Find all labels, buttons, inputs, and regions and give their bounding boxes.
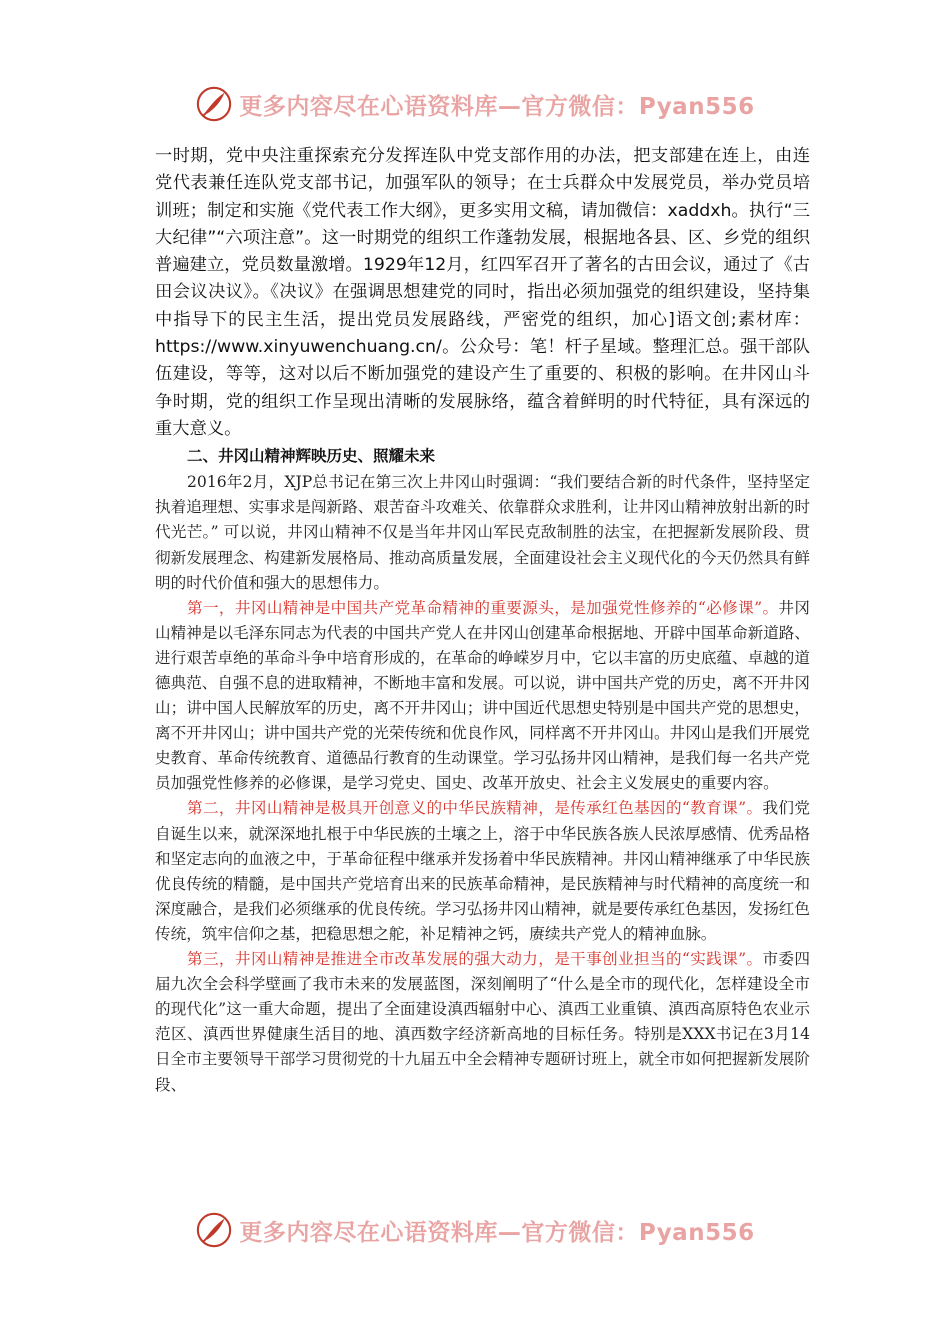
footer-banner-text: 更多内容尽在心语资料库—官方微信：Pyan556 bbox=[239, 1219, 755, 1246]
paragraph-third-body: 市委四届九次全会科学壁画了我市未来的发展蓝图，深刻阐明了“什么是全市的现代化，怎样建设全市的现代化”这一重大命题，提出了全面建设滇西辐射中心、滇西工业重镇、滇西高原特色农业示范区、滇西世界健康生活目的地、滇西数字经济新高地的目标任务。特别是XXX书记在3月14日全市主要领导干部学习贯彻党的十九届五中全会精神专题研讨班上，就全市如何把握新发展阶段、 bbox=[155, 950, 810, 1094]
paragraph-intro: 2016年2月，XJP总书记在第三次上井冈山时强调：“我们要结合新的时代条件，坚持坚定执着追理想、实事求是闯新路、艰苦奋斗攻难关、依靠群众求胜利，让井冈山精神放射出新的时代光芒。” 可以说，井冈山精神不仅是当年井冈山军民克敌制胜的法宝，在把握新发展阶段、贯彻新发展理念、构建新发展格局、推动高质量发展，全面建设社会主义现代化的今天仍然具有鲜明的时代价值和强大的思想伟力。 bbox=[155, 473, 810, 592]
article-body bbox=[155, 143, 810, 1098]
paragraph-second-lead: 第二，井冈山精神是极具开创意义的中华民族精神，是传承红色基因的“教育课”。 bbox=[187, 799, 763, 818]
paragraph-third bbox=[155, 947, 810, 1098]
quill-pen-logo bbox=[195, 1211, 233, 1249]
header-banner-text: 更多内容尽在心语资料库—官方微信：Pyan556 bbox=[239, 93, 755, 120]
paragraph-first-lead: 第一，井冈山精神是中国共产党革命精神的重要源头，是加强党性修养的“必修课”。 bbox=[187, 598, 779, 617]
paragraph-second-body: 我们党自诞生以来，就深深地扎根于中华民族的土壤之上，溶于中华民族各族人民浓厚感情、优秀品格和坚定志向的血液之中，于革命征程中继承并发扬着中华民族精神。井冈山精神继承了中华民族优良传统的精髓，是中国共产党培育出来的民族革命精神，是民族精神与时代精神的高度统一和深度融合，是我们必须继承的优良传统。学习弘扬井冈山精神，就是要传承红色基因，发扬红色传统，筑牢信仰之基，把稳思想之舵，补足精神之钙，赓续共产党人的精神血脉。 bbox=[155, 799, 810, 943]
section-heading: 二、井冈山精神辉映历史、照耀未来 bbox=[187, 447, 436, 466]
paragraph-history: 一时期，党中央注重探索充分发挥连队中党支部作用的办法，把支部建在连上，由连党代表兼任连队党支部书记，加强军队的领导；在士兵群众中发展党员，举办党员培训班；制定和实施《党代表工作大纲》，更多实用文稿，请加微信：xaddxh。执行“三大纪律”“六项注意”。这一时期党的组织工作蓬勃发展，根据地各县、区、乡党的组织普遍建立，党员数量激增。1929年12月，红四军召开了著名的古田会议，通过了《古田会议决议》。《决议》在强调思想建党的同时，指出必须加强党的组织建设，坚持集中指导下的民主生活，提出党员发展路线，严密党的组织，加心]语文创;素材库：https://www.xinyuwenchuang.cn/。公众号：笔！杆子星域。整理汇总。强干部队伍建设，等等，这对以后不断加强党的建设产生了重要的、积极的影响。在井冈山斗争时期，党的组织工作呈现出清晰的发展脉络，蕴含着鲜明的时代特征，具有深远的重大意义。 bbox=[155, 146, 810, 439]
paragraph-third-lead: 第三，井冈山精神是推进全市改革发展的强大动力，是干事创业担当的“实践课”。 bbox=[187, 950, 763, 969]
paragraph-first-body: 井冈山精神是以毛泽东同志为代表的中国共产党人在井冈山创建革命根据地、开辟中国革命新道路、进行艰苦卓绝的革命斗争中培育形成的，在革命的峥嵘岁月中，它以丰富的历史底蕴、卓越的道德典范、自强不息的进取精神，不断地丰富和发展。可以说，讲中国共产党的历史，离不开井冈山；讲中国人民解放军的历史，离不开井冈山；讲中国近代思想史特别是中国共产党的思想史，离不开井冈山；讲中国共产党的光荣传统和优良作风，同样离不开井冈山。井冈山是我们开展党史教育、革命传统教育、道德品行教育的生动课堂。学习弘扬井冈山精神，是我们每一名共产党员加强党性修养的必修课，是学习党史、国史、改革开放史、社会主义发展史的重要内容。 bbox=[155, 598, 810, 793]
header-banner bbox=[0, 82, 950, 126]
footer-banner bbox=[0, 1208, 950, 1252]
quill-pen-logo bbox=[195, 85, 233, 123]
paragraph-second bbox=[155, 796, 810, 947]
paragraph-first bbox=[155, 596, 810, 797]
